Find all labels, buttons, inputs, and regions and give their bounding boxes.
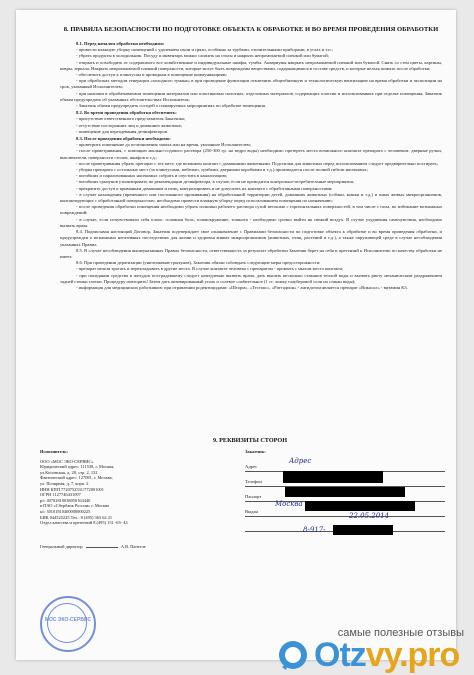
paragraph: - обеспечить доступ к плинтусам и проводкам в помещение коммуникациям; <box>76 72 227 78</box>
customer-details <box>245 449 445 534</box>
paragraph: 8.5. В случае несоблюдения вышеуказанных Правил безопасности, ответственность за результат обработки Заказчик берет на себя и претензий к Исполнителю по качеству обработки не имеет. <box>60 247 442 259</box>
executor-line: БИК 044525225 Тел.: 8 (495) 363 62 21 <box>40 514 113 520</box>
executor-line: р/с 40702810038050163440 <box>40 497 91 503</box>
redaction-block <box>305 501 415 511</box>
paragraph: - уборка препарата с остальных мест (за плинтусами, мебелью, тумбами, дверными коробками и т.д.) производится после полной гибели насекомых; <box>76 167 368 173</box>
paragraph: - прекратить доступ к приманкам домашним и птиц, контролировать и не допускать их контакта с обработанными поверхностями; <box>76 185 333 191</box>
redaction-block <box>285 487 405 497</box>
executor-label: Исполнитель: <box>40 449 68 454</box>
executor-line: ОГРН 1127746431097 <box>40 492 81 498</box>
redaction-block <box>333 525 393 535</box>
paragraph: - в случае, если почувствовали себя плохо: головная боль, головокружение, тошнота - необходимо срочно выйти на свежий воздух. В случае ухудшения самочувствия, необходимо вызвать врача. <box>60 216 442 228</box>
paragraph: - погибших грызунов утилизировать по рекомендации дезинфектора, в случае, если не проводится контрольно-истребительные мероприятия; <box>76 179 355 185</box>
executor-line: в ПАО «Сбербанк России» г. Москва <box>40 503 109 509</box>
customer-field-label: Адрес <box>245 464 258 469</box>
paragraph: - Заказчик обязан предупредить соседей о планируемых мероприятиях по обработке помещения. <box>76 103 266 109</box>
logo-text <box>314 637 459 673</box>
customer-field-label: Выдан <box>245 509 258 514</box>
paragraph: - открыть и освободить от содержимого все хозяйственные и индивидуальные шкафы, тумбы. Аквариумы накрыть непромокаемой пленкой или бумагой. Снять со стен цветы, картины, ковры, зеркала. Накрыть непромокаемой пленкой поверхности, которые могут быть повреждены веществами, содержащимися в составе средств, и которые нельзя помыть после обработки; <box>60 59 442 71</box>
executor-details <box>40 449 210 549</box>
paragraph: 8.6. При проведении дератизации (уничтожение грызунов), Заказчик обязан соблюдать следующие меры предосторожности: <box>76 260 321 266</box>
paragraph: - при наличии в обрабатываемом помещении материалов или пластиковых полотнах, отделочных материалов, содержащих пластик и использованных при отделке помещения, Заказчик обязан предупредить об указанных обстоятельствах Исполнителя; <box>60 90 442 102</box>
company-stamp <box>40 596 96 652</box>
executor-line: Юридический адрес: 111538, г. Москва, <box>40 464 115 470</box>
executor-line: ул.Косинская, д. 28, стр. 2, 132 <box>40 469 98 475</box>
section-8 <box>60 26 442 291</box>
executor-line: ООО «МОС ЭКО-СЕРВИС» <box>40 458 94 464</box>
otzovik-logo <box>276 637 466 675</box>
stamp-inner-ring <box>47 603 87 643</box>
executor-line: Отдел качества и претензий 8 (495) 151 -65- 43 <box>40 520 128 526</box>
director-name: А.В. Пантеле <box>120 543 146 549</box>
section-8-title: 8. ПРАВИЛА БЕЗОПАСНОСТИ ПО ПОДГОТОВКЕ ОБЪЕКТА К ОБРАБОТКЕ И ВО ВРЕМЯ ПРОВЕДЕНИЯ ОБРАБОТКИ <box>63 26 439 33</box>
paragraph: - проветрить помещение до исчезновения запаха или на время, указанное Исполнителем; <box>76 142 251 148</box>
logo-text-left: Otz <box>314 636 366 674</box>
paragraph: 8.4. Подписывая настоящий Договор, Заказчик подтверждает свое ознакомление с Правилами безопасности по подготовке объекта к обработке и во время проведения обработки, и предупрежден о возможных негативных последствиях для жизни и здоровья живых микроорганизмов (животных, птиц, растений и т.д.), а также окружающей среде в случае несоблюдения указанных Правил. <box>60 229 442 247</box>
paragraph: - провести влажную уборку помещений с удалением пыли и грязи, особенно за трубами, отопительными приборами, в углах и т.п.; <box>76 47 334 53</box>
paragraph: - после проветривания, с помощью мыльно-содового раствора (250-300 гр. на ведро воды) необходимо протереть места возможного контакта препарата с человеком: дверные ручки, выключатели, поверхности столов, шкафов и т.д.; <box>60 148 442 160</box>
director-line <box>40 544 210 550</box>
customer-label: Заказчик: <box>245 449 266 454</box>
director-title: Генеральный директор <box>40 543 83 549</box>
section-9 <box>40 437 460 637</box>
paragraph: - информация для медицинских работников: при отравлении родентицидами: «Шторм», «Тестокс», «Раттадион» - антидотом является препарат «Викасол» - витамин К3. <box>76 284 408 290</box>
paragraph: - в случае нахождения (временного или постоянного проживания) на обработанной территории детей, домашних животных (собаки, кошки и т.д.) и иных живых микроорганизмов, контактирующих с обработанной поверхностью, необходимо провести влажную уборку перед использованием помещения по назначению; <box>60 191 442 204</box>
director-signature-line <box>86 547 118 548</box>
executor-line: к/с 30101810400000000225 <box>40 508 91 514</box>
executor-line: ИНН КПП 7720752531/772001001 <box>40 486 104 492</box>
paragraph: - препарат нельзя трогать и перекладывать в другие места. В случае контакта человека с препаратом - промыть с мылом места контакта; <box>76 266 344 272</box>
section-8-body <box>60 41 442 291</box>
handwritten-phone: 8-917- <box>303 526 326 534</box>
handwritten-city: Москва <box>275 500 303 508</box>
executor-line: Фактический адрес: 127081, г. Москва, <box>40 475 113 481</box>
paragraph: - при обработках методом генерации «холодного тумана» в при проведение фумигации отключить общеобменную и технологическую вентиляцию на время обработки и экспозиции на срок, указанный Исполнителем; <box>60 78 442 90</box>
subsection-heading: 8.1. Перед началом обработки необходимо: <box>76 41 165 46</box>
section-9-title: 9. РЕКВИЗИТЫ СТОРОН <box>212 437 288 444</box>
paragraph: - после проведения обработки помещения необходимо убрать излишки рабочего раствора сухой ветошью с горизонтальных поверхностей, в том числе с пола, во избежание возможных повреждений; <box>60 204 442 216</box>
executor-lines <box>40 459 210 526</box>
paragraph: - убрать продукты в холодильник. Посуду и инвентарь можно сложить на столы и накрыть непромокаемой пленкой или бумагой; <box>76 53 330 59</box>
subsection-heading: 8.3. После проведения обработки необходимо: <box>76 136 171 142</box>
paragraph: - погибших и парализованных насекомых собрать и спустить в канализацию; <box>76 173 228 179</box>
customer-field-label: Телефон <box>245 479 262 484</box>
paragraph: - при попадании средства в желудок пострадавшему следует немедленно вызвать врача, дать выпить несколько стаканов теплой воды и вызвать рвоту механическим раздражением задней стенки глотки. Процедуру повторить! Затем дать активированный уголь и солевое слабительное (1 ст. ложку глауберовой соли на стакан воды); <box>60 272 442 284</box>
paragraph: - после проветривания убрать препарат с тех мест, где возможен контакт с домашними животными. Подстилки для животных перед использованием следует предварительно постирать; <box>76 160 438 166</box>
subsection-heading: 8.2. Во время проведения обработки обеспечить: <box>76 110 177 116</box>
executor-line: ул. Полярная, д. 7, корп. 2 <box>40 480 89 486</box>
paragraph: - помещение для переодевания дезинфекторов. <box>76 128 169 134</box>
stamp-text: МОС ЭКО-СЕРВИС <box>44 617 92 623</box>
customer-field-label: Паспорт <box>245 494 262 499</box>
handwritten-address: Адрес <box>289 457 312 465</box>
paragraph: - отсутствие посторонних лиц и домашних животных; <box>76 122 183 128</box>
logo-text-right: vy.pro <box>365 636 460 674</box>
logo-bubble-icon <box>276 639 310 673</box>
watermark-caption: самые полезные отзывы <box>337 627 464 639</box>
paragraph: - присутствие ответственного представителя Заказчика; <box>76 116 186 122</box>
handwritten-date: 22.05.2014 <box>349 512 390 520</box>
redaction-block <box>283 471 383 483</box>
